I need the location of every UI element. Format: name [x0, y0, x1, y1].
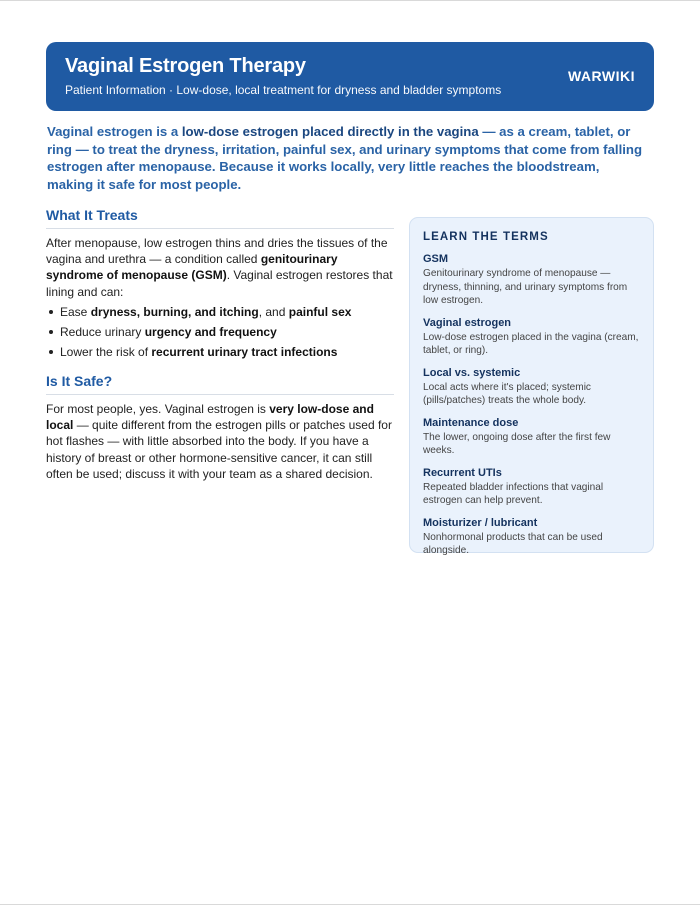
- safe-text-end: — quite different from the estrogen pills or patches used for hot flashes — with little absorbed into the body. If you have a history of breast or other hormone-sensitive cancer, it can still often be used; discuss it with your team as a shared decision.: [46, 418, 392, 481]
- term-maintenance-dose: [423, 416, 641, 458]
- term-vaginal-estrogen: [423, 316, 641, 358]
- term-name: Vaginal estrogen: [423, 316, 512, 329]
- treats-bullet-list: [48, 304, 398, 364]
- learn-the-terms-panel: [409, 217, 654, 556]
- term-definition: Nonhormonal products that can be used alongside.: [423, 531, 603, 556]
- bullet-text: Reduce urinary: [60, 325, 145, 339]
- intro-paragraph: [47, 123, 649, 193]
- is-it-safe-paragraph: [46, 401, 396, 482]
- list-item: [48, 324, 398, 340]
- page-header: [46, 42, 654, 111]
- bullet-emphasis: painful sex: [288, 305, 352, 319]
- term-recurrent-utis: [423, 466, 641, 508]
- page-title: Vaginal Estrogen Therapy: [65, 55, 306, 77]
- term-name: Recurrent UTIs: [423, 466, 502, 479]
- top-divider: [0, 0, 700, 1]
- bullet-text: Ease: [60, 305, 91, 319]
- intro-text-start: Vaginal estrogen is a: [47, 124, 182, 139]
- safe-text-start: For most people, yes. Vaginal estrogen is: [46, 402, 270, 416]
- term-gsm: [423, 252, 641, 308]
- bullet-emphasis: recurrent urinary tract infections: [151, 345, 338, 359]
- term-definition: The lower, ongoing dose after the first few weeks.: [423, 431, 611, 456]
- what-it-treats-paragraph: [46, 235, 396, 300]
- page-subtitle: Patient Information · Low-dose, local treatment for dryness and bladder symptoms: [65, 83, 502, 97]
- bottom-divider: [0, 904, 700, 905]
- term-definition: Genitourinary syndrome of menopause — dryness, thinning, and urinary symptoms from low estrogen.: [423, 268, 628, 306]
- term-name: Maintenance dose: [423, 416, 519, 429]
- term-local-vs-systemic: [423, 366, 641, 408]
- treats-text-end: . Vaginal estrogen restores that lining and can:: [46, 268, 393, 299]
- section-heading-is-it-safe: Is It Safe?: [46, 373, 394, 395]
- term-name: Moisturizer / lubricant: [423, 516, 538, 529]
- list-item: [48, 304, 398, 320]
- terms-panel-title: LEARN THE TERMS: [423, 231, 549, 243]
- treats-text-emphasis: genitourinary syndrome of menopause (GSM): [46, 252, 338, 283]
- bullet-emphasis: urgency and frequency: [144, 325, 277, 339]
- bullet-icon: [49, 330, 53, 334]
- bullet-text: , and: [258, 305, 289, 319]
- brand-logo-text: WARWIKI: [567, 68, 635, 84]
- section-heading-what-it-treats: What It Treats: [46, 207, 394, 229]
- list-item: [48, 344, 398, 360]
- intro-text-emphasis: low-dose estrogen placed directly in the vagina: [181, 124, 479, 139]
- intro-text-end: — as a cream, tablet, or ring — to treat the dryness, irritation, painful sex, and urinary symptoms that come from falling estrogen after menopause. Because it works locally, very little reaches the bloodstream, making it safe for most people.: [47, 124, 643, 192]
- term-definition: Local acts where it's placed; systemic (pills/patches) treats the whole body.: [423, 381, 591, 406]
- term-name: Local vs. systemic: [423, 366, 521, 379]
- bullet-text: Lower the risk of: [60, 345, 152, 359]
- term-definition: Low-dose estrogen placed in the vagina (cream, tablet, or ring).: [423, 331, 639, 356]
- term-name: GSM: [423, 253, 449, 265]
- treats-text-start: After menopause, low estrogen thins and dries the tissues of the vagina and urethra — a condition called: [46, 236, 388, 267]
- safe-text-emphasis: very low-dose and local: [46, 402, 374, 433]
- bullet-icon: [49, 310, 53, 314]
- term-moisturizer-lubricant: [423, 516, 641, 558]
- bullet-emphasis: dryness, burning, and itching: [90, 305, 259, 319]
- bullet-icon: [49, 350, 53, 354]
- term-definition: Repeated bladder infections that vaginal estrogen can help prevent.: [423, 481, 604, 506]
